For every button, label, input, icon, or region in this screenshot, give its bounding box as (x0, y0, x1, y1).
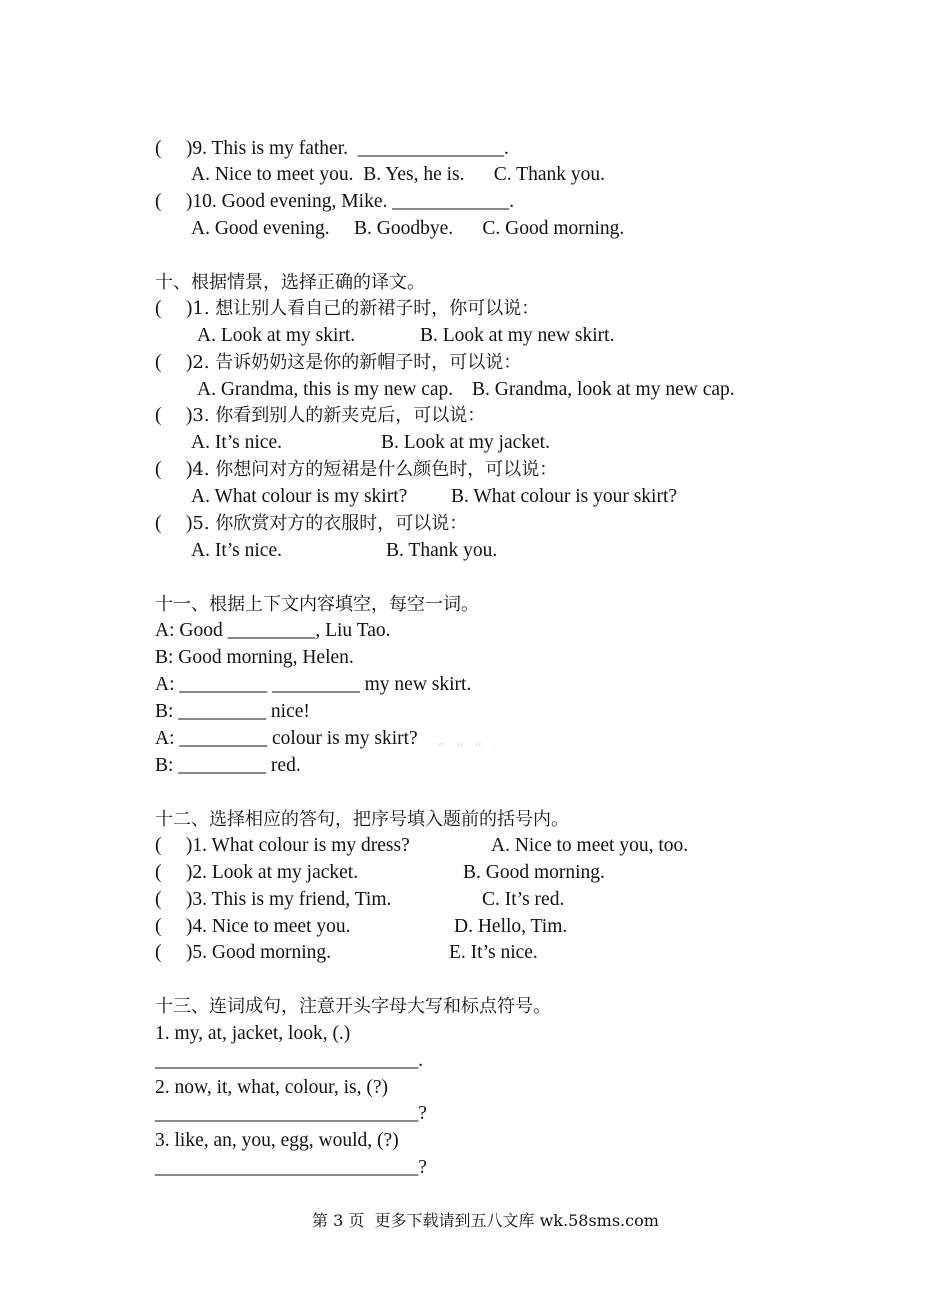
option-a: A. It’s nice. (191, 540, 282, 561)
section-10-heading: 十、根据情景，选择正确的译文。 (155, 272, 425, 293)
question-text: 3. This is my friend, Tim. (192, 889, 392, 910)
question-text: 2. 告诉奶奶这是你的新帽子时，可以说： (192, 352, 522, 373)
option-b: B. Thank you. (386, 540, 498, 561)
matching-item (155, 915, 351, 939)
question-text: 5. Good morning. (192, 942, 332, 963)
matching-answer: A. Nice to meet you, too. (491, 835, 689, 856)
question-text: 2. Look at my jacket. (192, 862, 359, 883)
answer-line: ___________________________? (155, 1103, 427, 1124)
section-10-item (155, 297, 539, 321)
scrambled-words: 2. now, it, what, colour, is, (?) (155, 1077, 388, 1098)
section-12-heading: 十二、选择相应的答句，把序号填入题前的括号内。 (155, 809, 569, 830)
dialogue-line: A: _________ colour is my skirt? (155, 728, 418, 749)
answer-bracket: ( ) (155, 138, 193, 159)
option-a: A. It’s nice. (191, 432, 282, 453)
answer-bracket: ( ) (155, 459, 193, 480)
answer-bracket: ( ) (155, 835, 193, 856)
question-10-options: A. Good evening. B. Goodbye. C. Good morning. (191, 218, 625, 239)
matching-answer: E. It’s nice. (449, 942, 538, 963)
question-9-options: A. Nice to meet you. B. Yes, he is. C. Thank you. (191, 164, 605, 185)
option-b: B. Grandma, look at my new cap. (472, 379, 735, 400)
question-text: 9. This is my father. _______________. (192, 138, 509, 159)
watermark: w w w . (437, 738, 500, 750)
matching-item (155, 834, 410, 858)
question-10 (155, 190, 514, 214)
matching-item (155, 888, 391, 912)
question-text: 1. 想让别人看自己的新裙子时，你可以说： (192, 298, 540, 319)
question-text: 3. 你看到别人的新夹克后，可以说： (192, 405, 486, 426)
answer-bracket: ( ) (155, 513, 193, 534)
dialogue-line: B: Good morning, Helen. (155, 647, 354, 668)
matching-answer: C. It’s red. (482, 889, 565, 910)
answer-bracket: ( ) (155, 405, 193, 426)
answer-bracket: ( ) (155, 916, 193, 937)
dialogue-line: A: Good _________, Liu Tao. (155, 620, 391, 641)
dialogue-line: B: _________ nice! (155, 701, 310, 722)
answer-line: ___________________________. (155, 1050, 424, 1071)
option-b: B. Look at my new skirt. (420, 325, 615, 346)
section-11-heading: 十一、根据上下文内容填空，每空一词。 (155, 594, 479, 615)
answer-line: ___________________________? (155, 1157, 427, 1178)
question-text: 4. Nice to meet you. (192, 916, 351, 937)
section-10-item (155, 351, 521, 375)
dialogue-line: A: _________ _________ my new skirt. (155, 674, 472, 695)
section-10-item (155, 512, 467, 536)
option-a: A. Look at my skirt. (197, 325, 356, 346)
matching-answer: D. Hello, Tim. (454, 916, 568, 937)
option-a: A. What colour is my skirt? (191, 486, 408, 507)
question-text: 5. 你欣赏对方的衣服时，可以说： (192, 513, 468, 534)
question-text: 4. 你想问对方的短裙是什么颜色时，可以说： (192, 459, 558, 480)
answer-bracket: ( ) (155, 298, 193, 319)
matching-answer: B. Good morning. (463, 862, 605, 883)
option-b: B. What colour is your skirt? (451, 486, 678, 507)
section-13-heading: 十三、连词成句，注意开头字母大写和标点符号。 (155, 996, 551, 1017)
option-a: A. Grandma, this is my new cap. (197, 379, 454, 400)
matching-item (155, 861, 358, 885)
question-9 (155, 137, 509, 161)
scrambled-words: 3. like, an, you, egg, would, (?) (155, 1130, 399, 1151)
answer-bracket: ( ) (155, 191, 193, 212)
page-footer: 第 3 页 更多下载请到五八文库 wk.58sms.com (312, 1211, 659, 1230)
section-10-item (155, 404, 485, 428)
question-text: 1. What colour is my dress? (192, 835, 410, 856)
matching-item (155, 941, 331, 965)
answer-bracket: ( ) (155, 352, 193, 373)
question-text: 10. Good evening, Mike. ____________. (192, 191, 515, 212)
answer-bracket: ( ) (155, 942, 193, 963)
section-10-item (155, 458, 557, 482)
scrambled-words: 1. my, at, jacket, look, (.) (155, 1023, 351, 1044)
dialogue-line: B: _________ red. (155, 755, 301, 776)
option-b: B. Look at my jacket. (381, 432, 550, 453)
answer-bracket: ( ) (155, 889, 193, 910)
answer-bracket: ( ) (155, 862, 193, 883)
